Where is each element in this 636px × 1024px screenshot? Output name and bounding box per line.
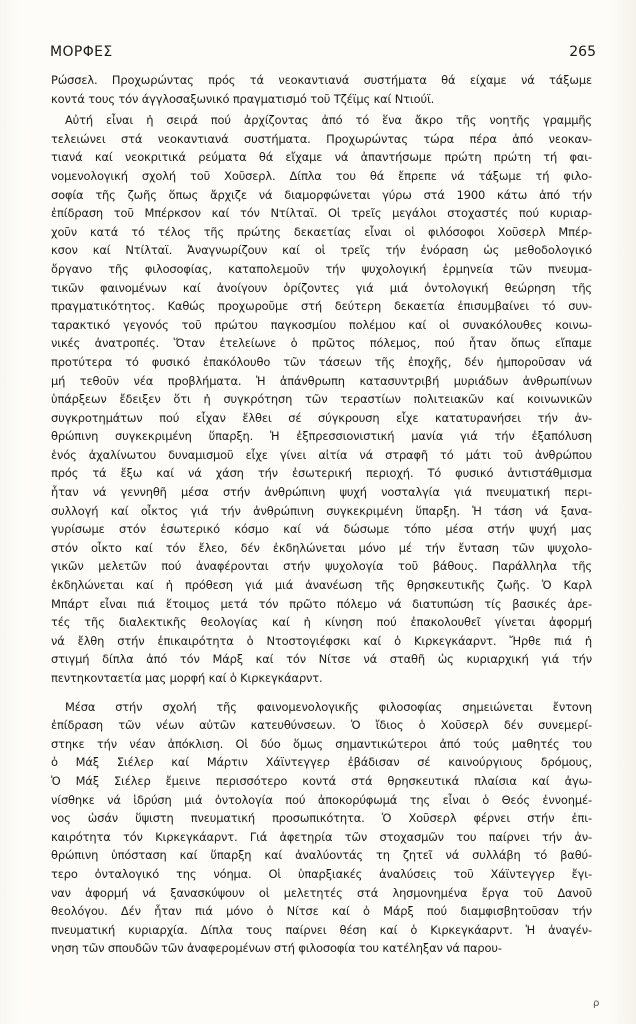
text-line: Ρώσσελ. Προχωρώντας πρός τά νεοκαντιανά συστήματα θά είχαμε νά τάξωμε [51, 73, 592, 87]
text-line: ἐκδηλώνεται καί ἡ πρόθεση γιά μιά ἀνανέωση τῆς θρησκευτικῆς ζωῆς. Ὁ Καρλ [51, 578, 592, 593]
paragraph-1 [51, 71, 592, 108]
text-line: συλλογή καί οἶκτος γιά τήν ἀνθρώπινη συγκεκριμένη ὕπαρξη. Ἡ τάση νά ξανα- [51, 503, 592, 518]
text-line: μή τεθοῦν νέα προβλήματα. Ἡ ἀπάνθρωπη κατασυντριβή μυριάδων ἀνθρωπίνων [51, 373, 592, 388]
text-line: τερο ὀνταλογικό της νόημα. Οἱ ὑπαρξιακές ἀναλύσεις τοῦ Χάϊντεγγερ ἔγι- [51, 866, 592, 881]
text-line: στόν οἶκτο καί τόν ἔλεο, δέν ἐκδηλώνεται μόνο μέ τήν ἔνταση τῶν ψυχολο- [51, 540, 592, 555]
text-line: στηκε τήν νέαν ἀπόκλιση. Οἱ δύο ὅμως σημαντικώτεροι ἀπό τούς μαθητές του [51, 736, 592, 751]
text-line: γικῶν μελετῶν πού ἀναφέρονται στήν ψυχολογία τοῦ βάθους. Παράλληλα τῆς [51, 559, 592, 574]
text-line: θρώπινη ὑπόσταση καί ὕπαρξη καί ἀναλύοντάς τη ζητεῖ νά συλλάβη τό βαθύ- [51, 848, 592, 863]
text-line: Μπάρτ εἶναι πιά ἕτοιμος μετά τόν πρῶτο πόλεμο νά διατυπώση τίς βασικές ἀρε- [51, 596, 592, 611]
text-line: νομενολογική σχολή τοῦ Χοῦσερλ. Δίπλα του θά ἔπρεπε νά τάξωμε τή φιλο- [51, 168, 592, 183]
text-line: ἐπίδραση τοῦ Μπέρκσον καί τόν Ντίλταϊ. Οἱ τρεῖς μεγάλοι στοχαστές πού κυριαρ- [51, 206, 592, 221]
text-line: κοντά τους τόν άγγλοσαξωνικό πραγματισμό τοῦ Τζέϊμς καί Ντιούϊ. [51, 91, 435, 106]
text-line: προτύτερα τό φυσικό ἐπακόλουθο τῶν τάσεων τῆς ἐποχῆς, δέν ἠμποροῦσαν νά [51, 354, 592, 369]
text-line: ἦταν νά γεννηθῆ μέσα στήν ἀνθρώπινη ψυχή νοσταλγία γιά πνευματική περι- [51, 485, 592, 500]
text-line: ἑνός ἀχαλίνωτου δυναμισμοῦ εἶχε γίνει αἰτία νά στραφῆ τό μάτι τοῦ ἀνθρώπου [51, 447, 592, 462]
text-line: πραγματικότητος. Καθώς προχωροῦμε στή δεύτερη δεκαετία ἐπισυμβαίνει τό συν- [51, 299, 592, 314]
text-line: νηση τῶν σπουδῶν τῶν ἀναφερομένων στή φιλοσοφία του κατέληξαν νά παρου- [51, 941, 502, 956]
running-head [50, 44, 596, 66]
text-line: τελειώνει στά νεοκαντιανά συστήματα. Προχωρώντας τώρα πέρα ἀπό νεοκαν- [51, 131, 592, 146]
text-line: Ὁ Μάξ Σιέλερ ἔμεινε περισσότερο κοντά στά θρησκευτικά πλαίσια καί ἀγω- [51, 773, 592, 788]
text-line: σοφία τῆς ζωῆς ὅπως ἄρχιζε νά διαμορφώνεται γύρω στά 1900 κάτω ἀπό τήν [51, 187, 592, 202]
text-line: νικές ἀνατροπές. Ὅταν ἐτελείωνε ὁ πρῶτος πόλεμος, πού ἦταν ὅπως εἴπαμε [51, 336, 592, 351]
text-line: κσον καί Ντίλταϊ. Ἀναγνωρίζουν καί οἱ τρεῖς τήν ἐνόραση ὡς μεθοδολογικό [51, 243, 592, 258]
text-line: γυρίσωμε στόν ἐσωτερικό κόσμο καί νά δώσωμε τόπο μέσα στήν ψυχή μας [51, 522, 592, 537]
text-line: τές τῆς διαλεκτικῆς θεολογίας καί ἡ κίνηση πού ἐπακολουθεῖ γίνεται ἀφορμή [51, 615, 592, 630]
text-line: χοῦν κατά τό τέλος τῆς πρώτης δεκαετίας εἶναι οἱ φιλόσοφοι Χοῦσερλ Μπέρ- [51, 224, 592, 239]
text-line: ὄργανο τῆς φιλοσοφίας, καταπολεμοῦν τήν ψυχολογική ἑρμηνεία τῶν πνευμα- [51, 261, 592, 276]
text-line: τιανά καί νεοκριτικά ρεύματα θά εἴχαμε νά ἀπαντήσωμε πρώτη πρώτη τή φαι- [51, 150, 592, 165]
text-line: θεολόγου. Δέν ἦταν πιά μόνο ὁ Νίτσε καί ὁ Μάρξ πού διαμφισβητοῦσαν τήν [51, 904, 592, 919]
text-line: πνευματική κυριαρχία. Δίπλα τους παίρνει θέση καί ὁ Κιρκεγκάαρντ. Ἡ ἀναγέν- [51, 922, 592, 937]
text-line: ὁ Μάξ Σιέλερ καί Μάρτιν Χάϊντεγγερ ἐβάδισαν σέ καινούργιους δρόμους, [51, 755, 592, 770]
text-line: συγκροτημάτων πού εἶχαν ἔλθει σέ σύγκρουση εἶχε κατατυρανήσει τήν ἀν- [51, 410, 592, 425]
text-line: ναν ἀφορμή νά ξανασκύψουν οἱ μελετητές στά λησμονημένα ἔργα τοῦ Δανοῦ [51, 885, 592, 900]
signature-mark: ρ [593, 998, 600, 1009]
text-line: πρός τά ἔξω καί νά χάση τήν ἐσωτερική περιοχή. Τό φυσικό ἀντιστάθμισμα [51, 466, 592, 481]
text-line: νά ἔλθη στήν ἐπικαιρότητα ὁ Ντοστογιέφσκι καί ὁ Κιρκεγκάαρντ. Ἤρθε πιά ἡ [51, 633, 592, 648]
text-line: πεντηκονταετία μας μορφή καί ὁ Κιρκεγκάαρντ. [51, 671, 323, 685]
body-text [51, 71, 592, 958]
journal-title: ΜΟΡΦΕΣ [50, 44, 113, 60]
paragraph-2 [51, 111, 592, 687]
text-line: τικῶν φαινομένων καί ἀνοίγουν ὁρίζοντες γιά μιά ὀντολογική θεώρηση τῆς [51, 280, 592, 295]
text-line: Μέσα στήν σχολή τῆς φαινομενολογικῆς φιλοσοφίας σημειώνεται ἔντονη [65, 699, 592, 714]
text-line: ὑπάρξεων ἔδειξεν ὅτι ἡ συγκρότηση τῶν τεραστίων πολιτειακῶν καί κοινωνικῶν [51, 392, 592, 407]
text-line: καιρότητα τόν Κιρκεγκάαρντ. Γιά ἀφετηρία τῶν στοχασμῶν του παίρνει τήν ἀν- [51, 829, 592, 844]
text-line: Αὐτή εἶναι ἡ σειρά πού ἀρχίζοντας ἀπό τό ἕνα ἄκρο τῆς νοητῆς γραμμῆς [65, 113, 592, 128]
text-line: νος ὡσάν ὕψιστη πνευματική προσωπικότητα. Ὁ Χοῦσερλ φέρνει στήν ἐπι- [51, 811, 592, 826]
text-line: ἐπίδραση τῶν νέων αὐτῶν κατευθύνσεων. Ὁ ἴδιος ὁ Χοῦσερλ δέν συνεμερί- [51, 718, 592, 733]
text-line: ταρακτικό γεγονός τοῦ πρώτου παγκοσμίου πολέμου καί οἱ συνακόλουθες κοινω- [51, 317, 592, 332]
paragraph-3 [51, 698, 592, 958]
text-line: στιγμή δίπλα ἀπό τόν Μάρξ καί τόν Νίτσε νά σταθῆ ὡς κυριαρχική γιά τήν [51, 652, 592, 667]
page-number: 265 [569, 44, 596, 60]
text-line: νίσθηκε νά ἱδρύση μιά ὀντολογία πού ἀποκορύφωμά της εἶναι ὁ Θεός ἐννοημέ- [51, 792, 592, 807]
text-line: θρώπινη συγκεκριμένη ὕπαρξη. Ἡ ἐξπρεσσιονιστική μανία γιά τήν ἐξαπόλυση [51, 429, 592, 444]
